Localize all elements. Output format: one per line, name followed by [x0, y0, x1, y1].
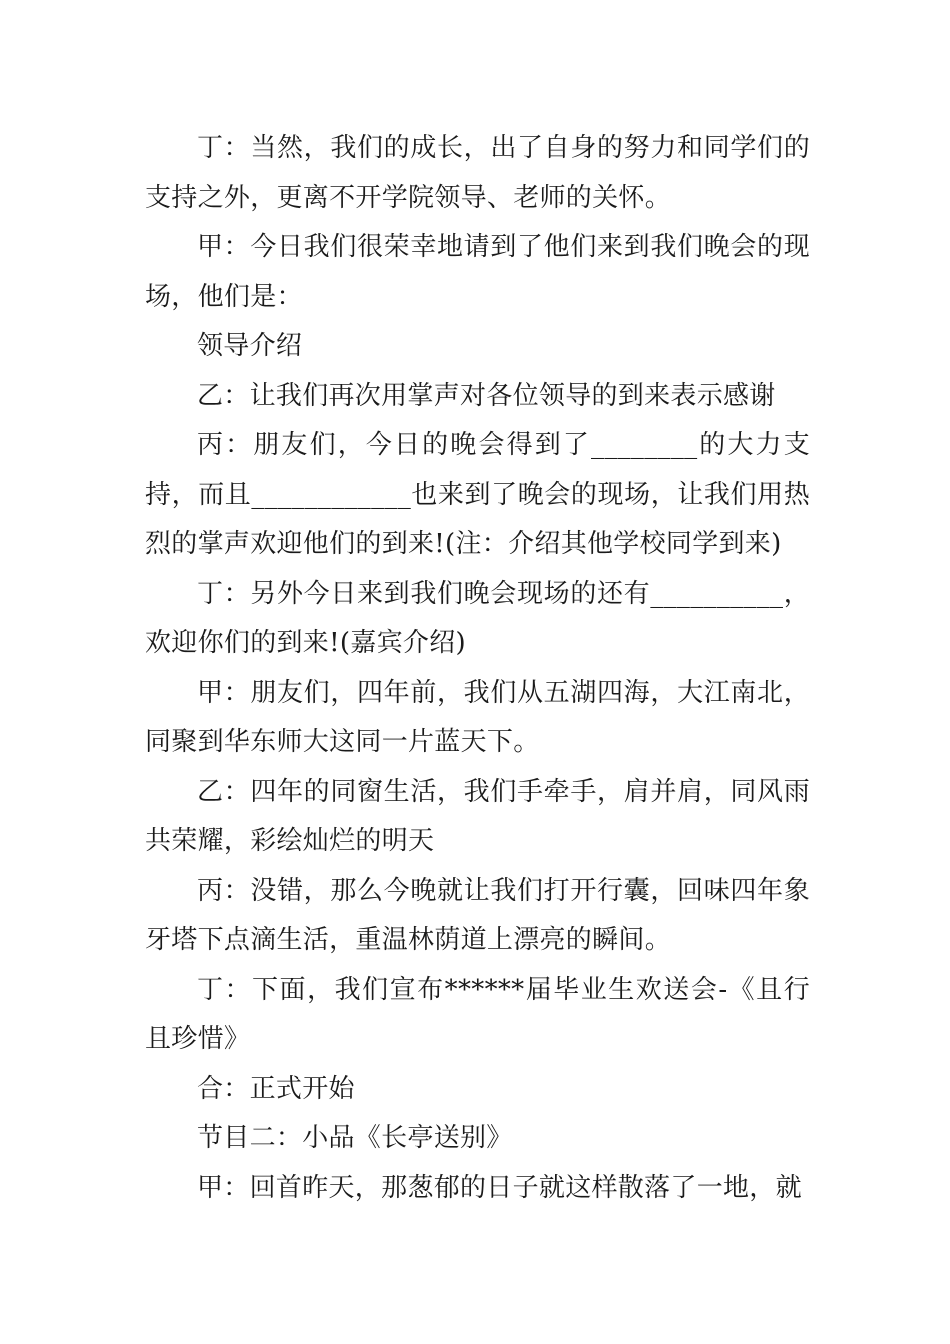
paragraph-he-start: 合：正式开始: [197, 1073, 355, 1104]
paragraph-jia-invite: 甲：今日我们很荣幸地请到了他们来到我们晚会的现场，他们是：: [145, 232, 810, 312]
paragraph-ding-announce: 丁：下面，我们宣布******届毕业生欢送会-《且行且珍惜》: [145, 974, 810, 1054]
paragraph-yi-classmates: 乙：四年的同窗生活，我们手牵手，肩并肩，同风雨共荣耀，彩绘灿烂的明天: [145, 776, 810, 856]
paragraph-jia-four-years: 甲：朋友们，四年前，我们从五湖四海，大江南北，同聚到华东师大这同一片蓝天下。: [145, 677, 810, 757]
paragraph-jia-yesterday: 甲：回首昨天，那葱郁的日子就这样散落了一地，就: [197, 1172, 802, 1203]
paragraph-yi-thanks: 乙：让我们再次用掌声对各位领导的到来表示感谢: [197, 380, 776, 411]
paragraph-ding-guests: 丁：另外今日来到我们晚会现场的还有__________，欢迎你们的到来!(嘉宾介绍): [145, 578, 810, 658]
paragraph-bing-welcome: 丙：朋友们，今日的晚会得到了________的大力支持，而且____________也来到了晚会的现场，让我们用热烈的掌声欢迎他们的到来!(注：介绍其他学校同学到来): [145, 430, 810, 559]
paragraph-bing-memories: 丙：没错，那么今晚就让我们打开行囊，回味四年象牙塔下点滴生活，重温林荫道上漂亮的瞬间。: [145, 875, 810, 955]
paragraph-program-two: 节目二：小品《长亭送别》: [197, 1123, 513, 1153]
paragraph-ding-growth: 丁：当然，我们的成长，出了自身的努力和同学们的支持之外，更离不开学院领导、老师的关怀。: [145, 133, 810, 213]
document-body: [145, 124, 810, 1213]
paragraph-leader-intro: 领导介绍: [197, 331, 303, 361]
